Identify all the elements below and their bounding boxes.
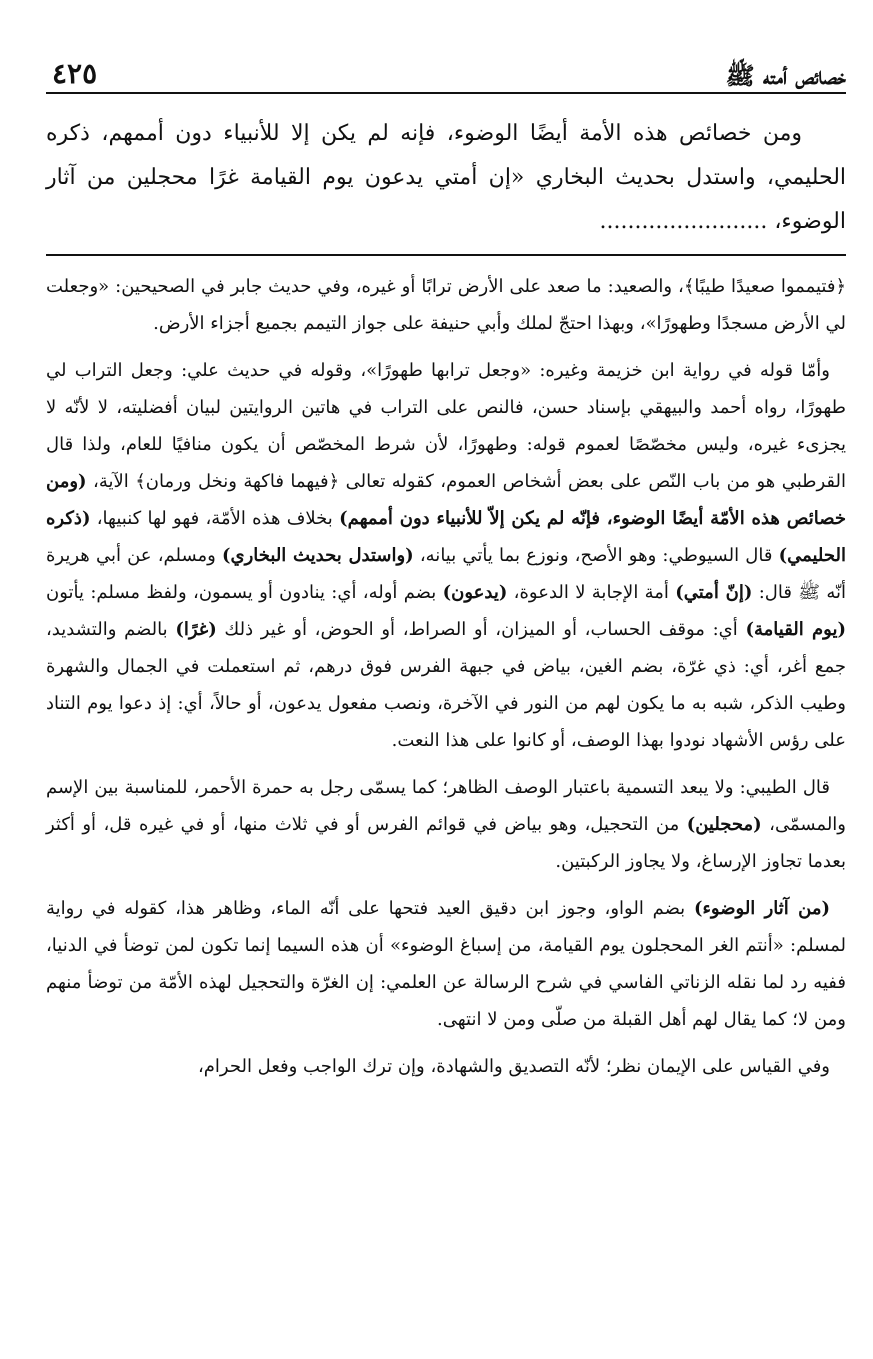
main-text xyxy=(46,112,846,244)
commentary-text: وأمّا قوله في رواية ابن خزيمة وغيره: «وجعل ترابها طهورًا»، وقوله في حديث علي: وجعل التراب لي طهورًا، رواه أحمد والبيهقي بإسناد حسن، فالنص على التراب في هاتين الروايتين لبيان أفضليته، لا لأنّه لا يجزىء غيره، وليس مخصّصًا لعموم قوله: وطهورًا، لأن شرط المخصّص أن يكون منافيًا للعام، ولذا قال القرطبي هو من باب النّص على بعض أشخاص العموم، كقوله تعالى ﴿فيهما فاكهة ونخل ورمان﴾ الآية، xyxy=(46,360,846,492)
quoted-main-text: (من آثار الوضوء) xyxy=(693,898,830,919)
commentary-text: قال السيوطي: وهو الأصح، ونوزع بما يأتي بيانه، xyxy=(413,545,779,566)
commentary-paragraph-5: وفي القياس على الإيمان نظر؛ لأنّه التصديق والشهادة، وإن ترك الواجب وفعل الحرام، xyxy=(197,1056,830,1077)
commentary-text: أمة الإجابة لا الدعوة، xyxy=(507,582,676,603)
commentary-text: بخلاف هذه الأمّة، فهو لها كنبيها، xyxy=(90,508,340,529)
main-text-paragraph xyxy=(46,112,846,244)
quoted-main-text: (ذكره الحليمي) xyxy=(46,508,846,566)
page-number: ٤٢٥ xyxy=(52,57,98,90)
quoted-main-text: (غرًا) xyxy=(175,619,217,640)
commentary-text: بضم أوله، أي: ينادون أو يسمون، ولفظ مسلم: يأتون xyxy=(46,582,443,603)
running-header xyxy=(46,40,846,94)
commentary-text: بالضم والتشديد، جمع أغر، أي: ذي غرّة، بضم الغين، بياض في جبهة الفرس فوق درهم، ثم استعملت في الجمال والشهرة وطيب الذكر، شبه به ما يكون لهم من النور في الآخرة، ونصب مفعول يدعون، أو حالاً، أي: إذ دعوا يوم التناد على رؤس الأشهاد نودوا بهذا الوصف، أو كانوا على هذا النعت. xyxy=(46,619,846,751)
commentary-paragraph-4 xyxy=(46,890,846,1038)
commentary-text: بضم الواو، وجوز ابن دقيق العيد فتحها على أنّه الماء، وظاهر هذا، كقوله في رواية لمسلم: «أنتم الغر المحجلون يوم القيامة، من إسباغ الوضوء» أن هذه السيما إنما تكون لمن توضأ في الدنيا، ففيه رد لما نقله الزناتي الفاسي في شرح الرسالة عن العلمي: إن الغرّة والتحجيل لهذه الأمّة من توضأ منهم ومن لا؛ كما يقال لهم أهل القبلة من صلّى ومن لا انتهى. xyxy=(46,898,846,1030)
quoted-main-text: (إنّ أمتي) xyxy=(675,582,753,603)
commentary-text: قال الطيبي: ولا يبعد التسمية باعتبار الوصف الظاهر؛ كما يسمّى رجل به حمرة الأحمر، للمناسبة بين الإسم والمسمّى، xyxy=(46,777,846,835)
book-page xyxy=(46,40,846,1095)
commentary-paragraph-3 xyxy=(46,769,846,880)
commentary-text: من التحجيل، وهو بياض في قوائم الفرس أو في ثلاث منها، أو في غيره قل، أو أكثر بعدما تجاوز الإرساغ، ولا يجاوز الركبتين. xyxy=(46,814,846,872)
main-text-line-2: أممهم، ذكره الحليمي، واستدل بحديث البخاري «إن أمتي يدعون يوم القيامة غرًا xyxy=(46,121,847,190)
quoted-main-text: (يوم القيامة) xyxy=(745,619,846,640)
text-divider xyxy=(46,254,846,256)
commentary xyxy=(46,268,846,1085)
running-title: خصائص أمته ﷺ xyxy=(725,61,846,90)
quoted-main-text: (محجلين) xyxy=(686,814,762,835)
main-text-line-1: ومن خصائص هذه الأمة أيضًا الوضوء، فإنه لم يكن إلا للأنبياء دون xyxy=(175,121,802,146)
quoted-main-text: (يدعون) xyxy=(442,582,508,603)
quoted-main-text: (ومن خصائص هذه الأمّة أيضًا الوضوء، فإنّه لم يكن إلاّ للأنبياء دون أممهم) xyxy=(46,471,846,529)
ellipsis-dots: ........................ xyxy=(599,209,768,234)
commentary-paragraph-2 xyxy=(46,352,846,759)
main-text-line-3: محجلين من آثار الوضوء، xyxy=(46,165,846,234)
quoted-main-text: (واستدل بحديث البخاري) xyxy=(221,545,414,566)
commentary-paragraph-1: ﴿فتيمموا صعيدًا طيبًا﴾، والصعيد: ما صعد على الأرض ترابًا أو غيره، وفي حديث جابر في الصحيحين: «وجعلت لي الأرض مسجدًا وطهورًا»، وبهذا احتجّ لملك وأبي حنيفة على جواز التيمم بجميع أجزاء الأرض. xyxy=(46,276,846,334)
commentary-text: أي: موقف الحساب، أو الميزان، أو الصراط، أو الحوض، أو غير ذلك xyxy=(216,619,746,640)
commentary-text: ومسلم، عن أبي هريرة أنّه ﷺ قال: xyxy=(46,545,846,603)
